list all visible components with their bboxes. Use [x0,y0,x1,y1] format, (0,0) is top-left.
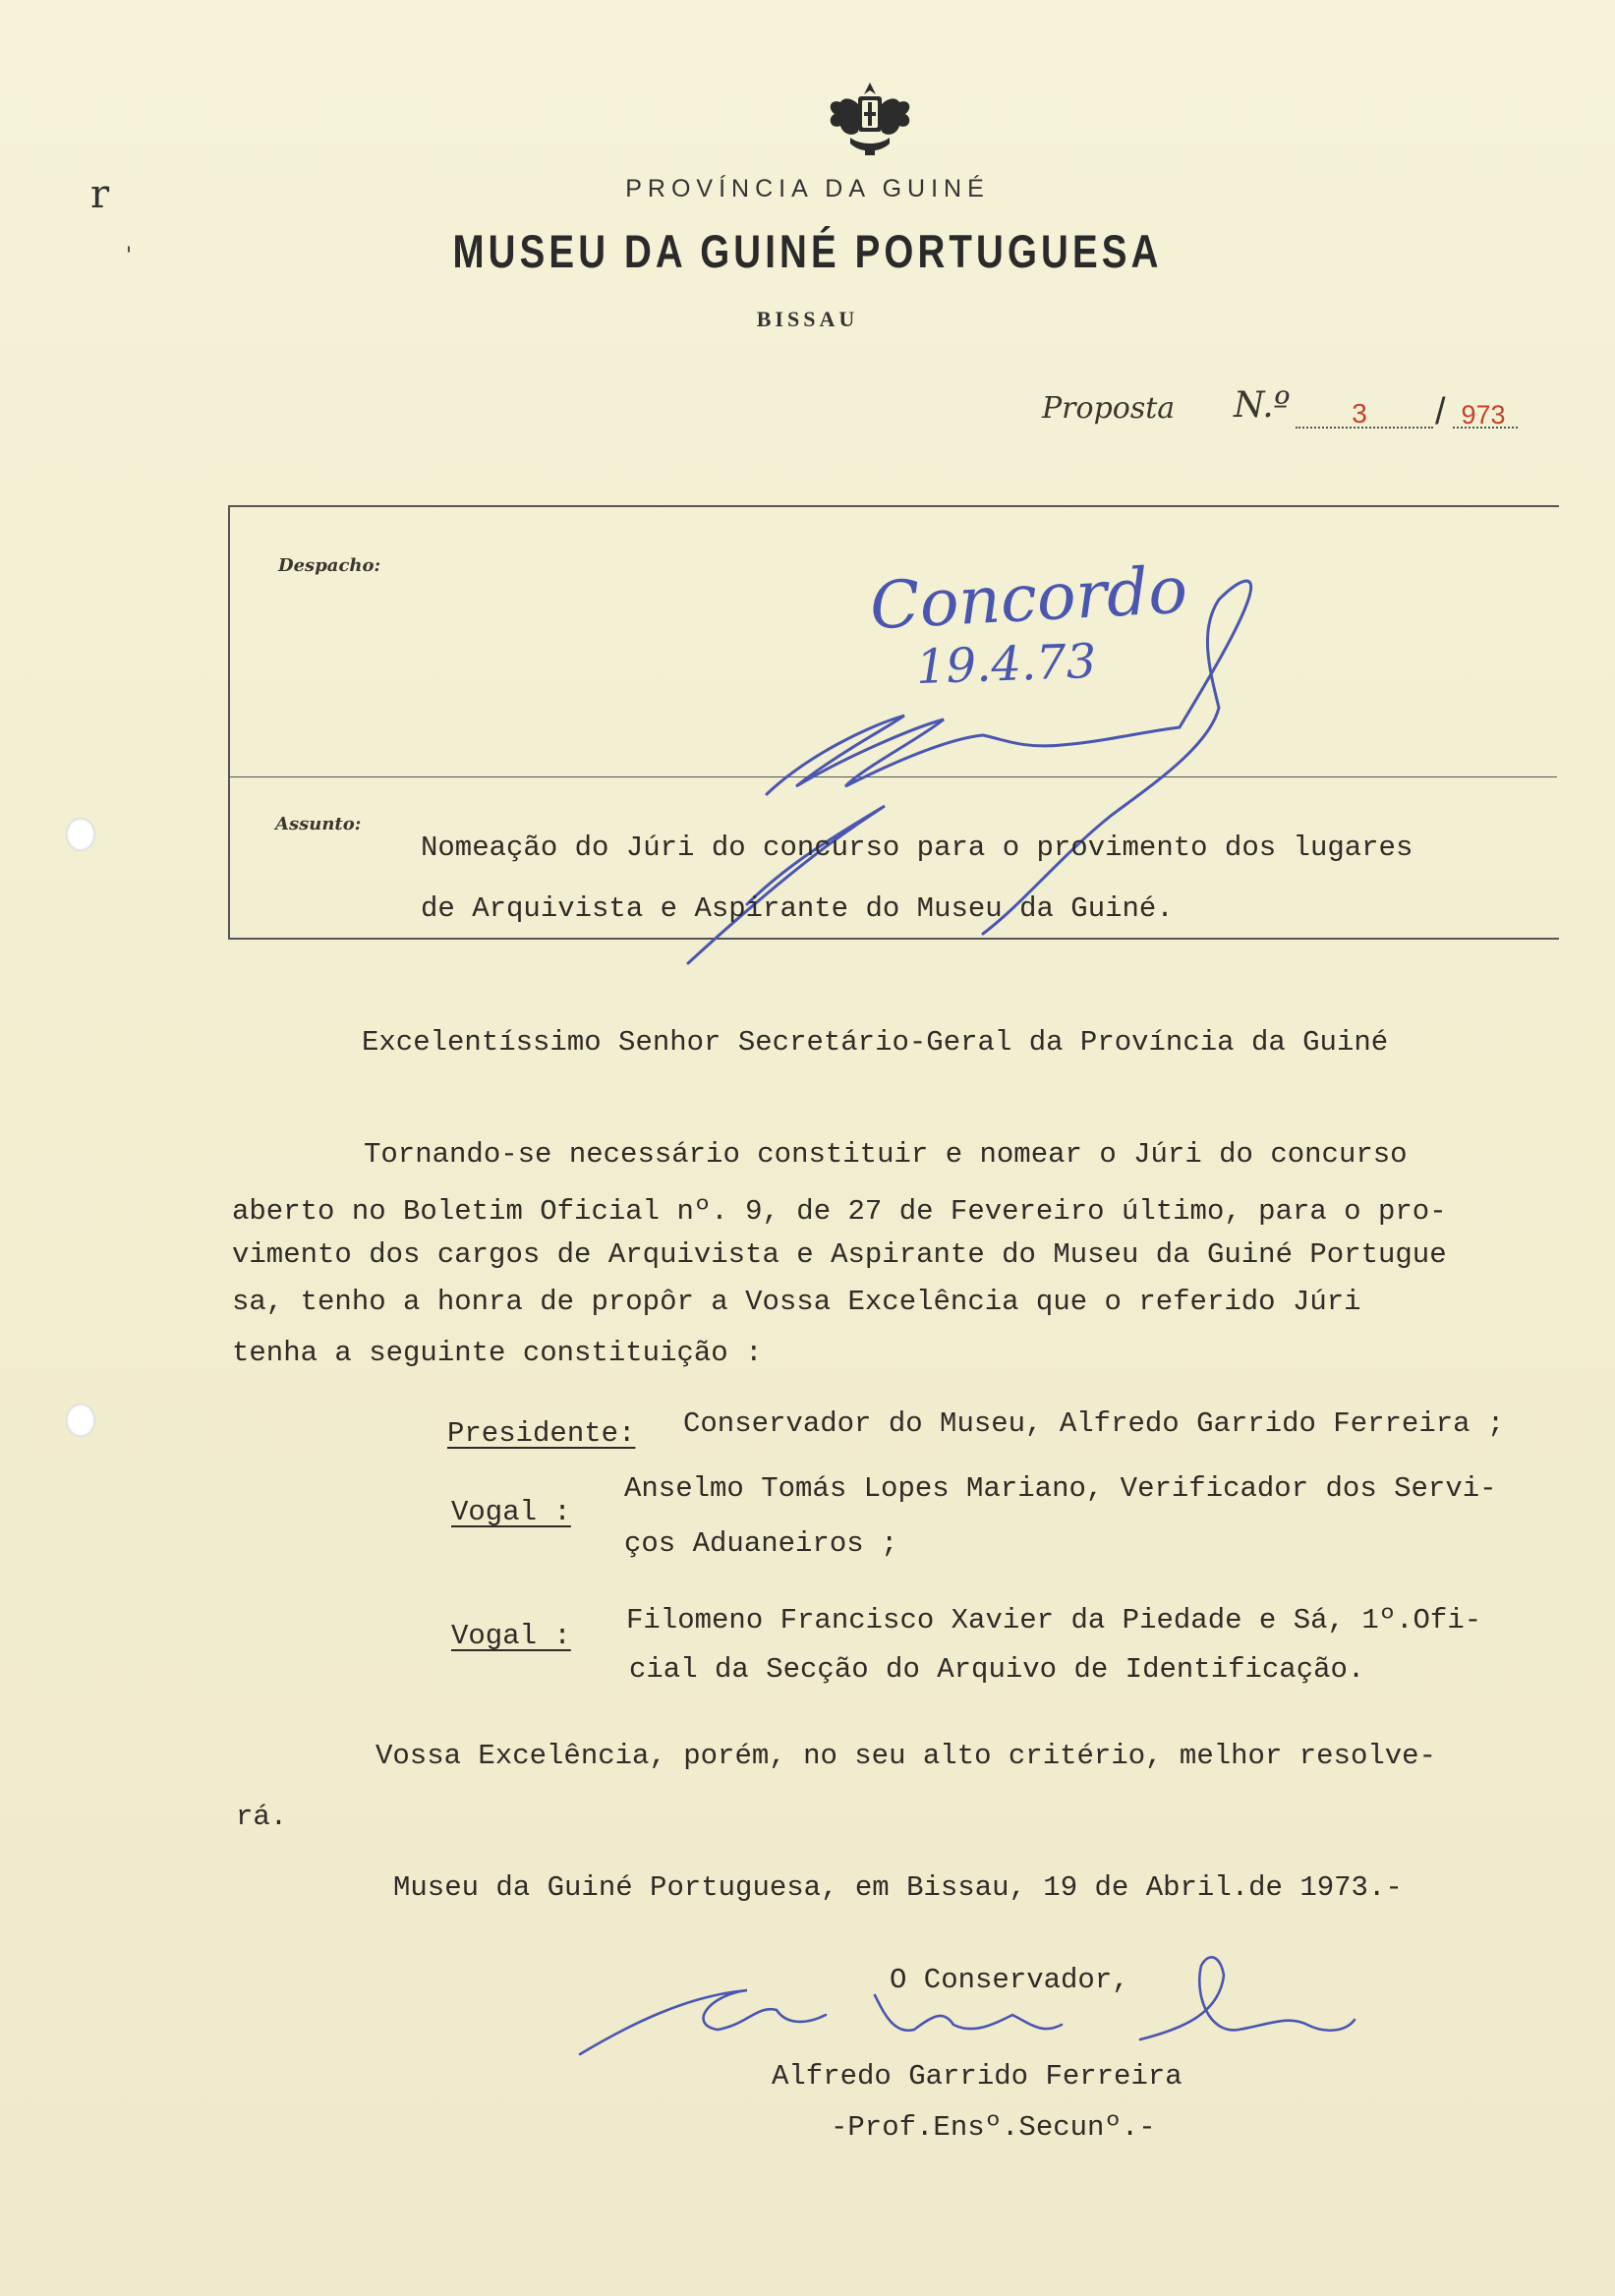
proposal-slash: / [1435,391,1446,432]
member-vogal-1-line-2: ços Aduaneiros ; [624,1527,898,1560]
assunto-line-2: de Arquivista e Aspirante do Museu da Guiné. [421,892,1174,925]
proposal-number: 3 [1352,398,1367,429]
body-line-4: sa, tenho a honra de propôr a Vossa Excelência que o referido Júri [232,1286,1361,1318]
body-line-3: vimento dos cargos de Arquivista e Aspirante do Museu da Guiné Portugue [232,1238,1447,1271]
city-heading: BISSAU [756,307,859,331]
despacho-label: Despacho: [278,555,381,576]
closing-line-1: Vossa Excelência, porém, no seu alto critério, melhor resolve- [375,1740,1436,1772]
member-role-vogal-2: Vogal : [451,1620,571,1652]
member-role-vogal-1: Vogal : [451,1496,571,1528]
salutation: Excelentíssimo Senhor Secretário-Geral da Província da Guiné [362,1026,1389,1059]
province-heading: PROVÍNCIA DA GUINÉ [625,175,990,202]
closing-line-2: rá. [236,1801,288,1833]
member-vogal-2-line-2: cial da Secção do Arquivo de Identificação. [629,1653,1365,1686]
museum-heading: MUSEU DA GUINÉ PORTUGUESA [452,225,1163,277]
body-line-2: aberto no Boletim Oficial nº. 9, de 27 de Fevereiro último, para o pro- [232,1195,1447,1228]
body-line-1: Tornando-se necessário constituir e nomear o Júri do concurso [364,1138,1408,1171]
assunto-line-1: Nomeação do Júri do concurso para o provimento dos lugares [421,832,1413,864]
margin-mark: r [90,172,110,217]
despacho-handwritten-date: 19.4.73 [915,633,1098,696]
member-vogal-2-line-1: Filomeno Francisco Xavier da Piedade e Sá, 1º.Ofi- [626,1604,1482,1636]
place-date: Museu da Guiné Portuguesa, em Bissau, 19 de Abril.de 1973.- [393,1871,1403,1904]
member-president-line-1: Conservador do Museu, Alfredo Garrido Ferreira ; [683,1407,1505,1440]
despacho-handwritten-approval: Concordo [868,551,1189,645]
proposal-number-label: N.º [1234,385,1291,426]
margin-mark-small: ' [126,244,133,268]
body-line-5: tenha a seguinte constituição : [232,1337,763,1369]
proposal-label: Proposta [1042,391,1176,426]
proposal-year: 973 [1461,400,1506,430]
signature-credential: -Prof.Ensº.Secunº.- [831,2111,1156,2144]
signature-title: O Conservador, [890,1964,1129,1996]
signature-name: Alfredo Garrido Ferreira [772,2060,1182,2093]
member-vogal-1-line-1: Anselmo Tomás Lopes Mariano, Verificador dos Servi- [624,1472,1497,1505]
assunto-label: Assunto: [275,814,362,834]
member-role-president: Presidente: [447,1417,636,1450]
